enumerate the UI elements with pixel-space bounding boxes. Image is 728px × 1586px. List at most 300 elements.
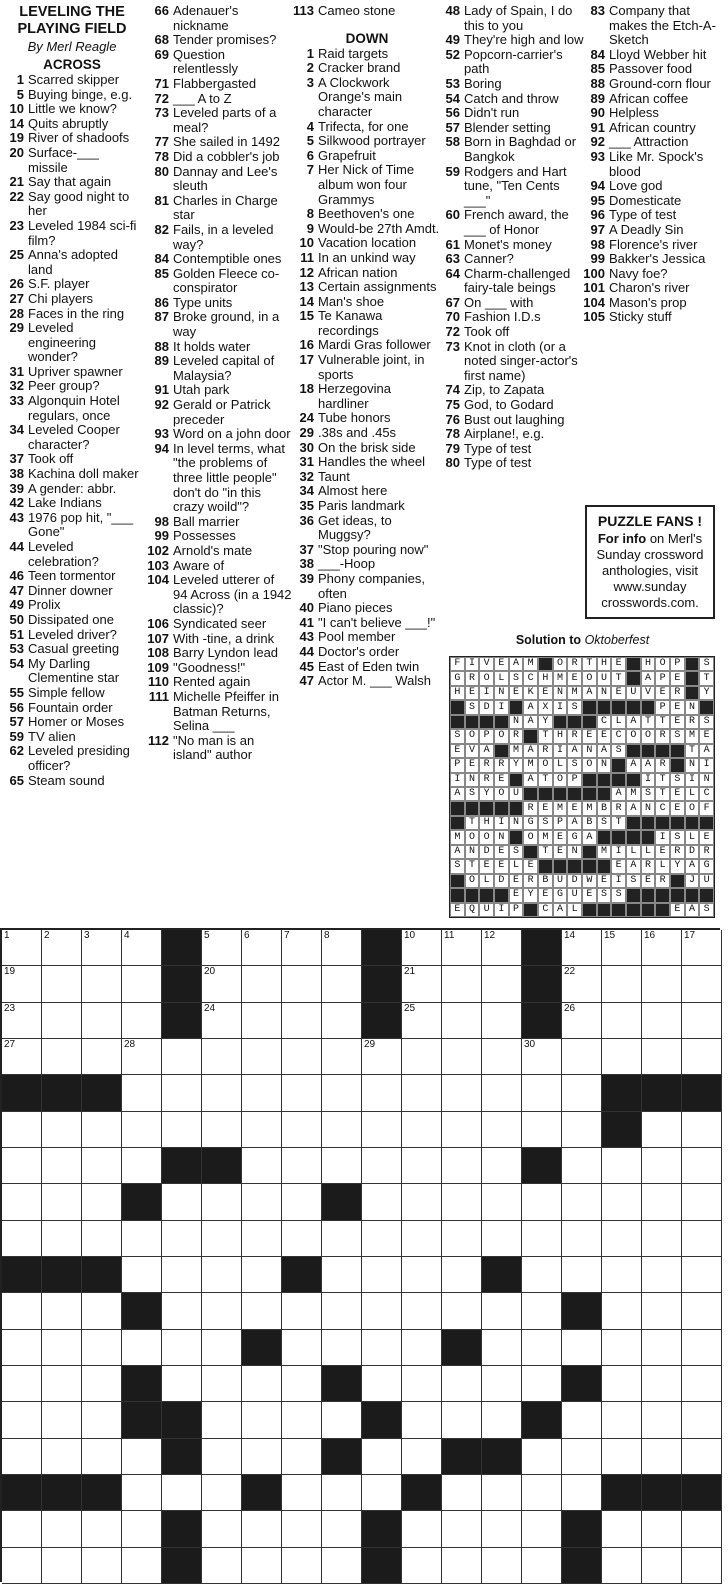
grid-cell[interactable]: [442, 1075, 482, 1111]
clue-item[interactable]: [292, 309, 442, 338]
grid-cell[interactable]: [602, 1148, 642, 1184]
grid-cell[interactable]: [82, 1148, 122, 1184]
grid-cell[interactable]: [322, 1402, 362, 1438]
clue-item[interactable]: [2, 307, 142, 322]
grid-cell[interactable]: [242, 1039, 282, 1075]
grid-cell[interactable]: [82, 1439, 122, 1475]
clue-item[interactable]: [292, 616, 442, 631]
clue-item[interactable]: [2, 730, 142, 745]
grid-cell[interactable]: [402, 930, 442, 966]
grid-cell[interactable]: [122, 1075, 162, 1111]
grid-cell[interactable]: [322, 1257, 362, 1293]
grid-cell[interactable]: [162, 1330, 202, 1366]
grid-cell[interactable]: [682, 1330, 722, 1366]
clue-item[interactable]: [438, 267, 586, 296]
clue-item[interactable]: [292, 120, 442, 135]
clue-item[interactable]: [583, 281, 726, 296]
clue-item[interactable]: [583, 179, 726, 194]
grid-cell[interactable]: [242, 930, 282, 966]
grid-cell[interactable]: [602, 1511, 642, 1547]
grid-cell[interactable]: [282, 1039, 322, 1075]
grid-cell[interactable]: [442, 1293, 482, 1329]
grid-cell[interactable]: [602, 1548, 642, 1584]
grid-cell[interactable]: [602, 1402, 642, 1438]
clue-item[interactable]: [583, 310, 726, 325]
grid-cell[interactable]: [2, 1293, 42, 1329]
grid-cell[interactable]: [322, 1293, 362, 1329]
clue-item[interactable]: [292, 455, 442, 470]
grid-cell[interactable]: [362, 1366, 402, 1402]
clue-item[interactable]: [438, 252, 586, 267]
clue-item[interactable]: [583, 121, 726, 136]
clue-item[interactable]: [292, 630, 442, 645]
grid-cell[interactable]: [282, 930, 322, 966]
clue-item[interactable]: [438, 33, 586, 48]
grid-cell[interactable]: [42, 1039, 82, 1075]
grid-cell[interactable]: [482, 1075, 522, 1111]
grid-cell[interactable]: [482, 1112, 522, 1148]
clue-item[interactable]: [583, 150, 726, 179]
grid-cell[interactable]: [282, 1221, 322, 1257]
grid-cell[interactable]: [202, 1293, 242, 1329]
grid-cell[interactable]: [602, 1439, 642, 1475]
clue-item[interactable]: [2, 379, 142, 394]
clue-item[interactable]: [147, 33, 292, 48]
grid-cell[interactable]: [522, 1184, 562, 1220]
grid-cell[interactable]: [122, 1330, 162, 1366]
grid-cell[interactable]: [162, 1112, 202, 1148]
grid-cell[interactable]: [402, 1112, 442, 1148]
grid-cell[interactable]: [642, 1148, 682, 1184]
clue-item[interactable]: [147, 690, 292, 734]
clue-item[interactable]: [147, 398, 292, 427]
clue-item[interactable]: [147, 632, 292, 647]
clue-item[interactable]: [147, 252, 292, 267]
clue-item[interactable]: [147, 617, 292, 632]
grid-cell[interactable]: [202, 1184, 242, 1220]
grid-cell[interactable]: [242, 1402, 282, 1438]
grid-cell[interactable]: [682, 1366, 722, 1402]
clue-item[interactable]: [147, 4, 292, 33]
clue-item[interactable]: [438, 427, 586, 442]
clue-item[interactable]: [2, 423, 142, 452]
grid-cell[interactable]: [482, 966, 522, 1002]
grid-cell[interactable]: [482, 1548, 522, 1584]
clue-item[interactable]: [2, 175, 142, 190]
grid-cell[interactable]: [42, 1402, 82, 1438]
clue-item[interactable]: [292, 543, 442, 558]
grid-cell[interactable]: [202, 1003, 242, 1039]
grid-cell[interactable]: [482, 1402, 522, 1438]
grid-cell[interactable]: [322, 1039, 362, 1075]
grid-cell[interactable]: [2, 1184, 42, 1220]
clue-item[interactable]: [438, 310, 586, 325]
grid-cell[interactable]: [402, 1257, 442, 1293]
grid-cell[interactable]: [682, 1003, 722, 1039]
grid-cell[interactable]: [482, 930, 522, 966]
grid-cell[interactable]: [82, 1112, 122, 1148]
clue-item[interactable]: [583, 296, 726, 311]
grid-cell[interactable]: [322, 1003, 362, 1039]
grid-cell[interactable]: [82, 1511, 122, 1547]
clue-item[interactable]: [2, 131, 142, 146]
grid-cell[interactable]: [242, 1293, 282, 1329]
grid-cell[interactable]: [42, 1003, 82, 1039]
clue-item[interactable]: [292, 353, 442, 382]
grid-cell[interactable]: [122, 1039, 162, 1075]
grid-cell[interactable]: [322, 1548, 362, 1584]
grid-cell[interactable]: [82, 1548, 122, 1584]
grid-cell[interactable]: [42, 1112, 82, 1148]
clue-item[interactable]: [438, 121, 586, 136]
grid-cell[interactable]: [82, 1221, 122, 1257]
grid-cell[interactable]: [442, 1511, 482, 1547]
clue-item[interactable]: [292, 236, 442, 251]
grid-cell[interactable]: [682, 1112, 722, 1148]
grid-cell[interactable]: [642, 1402, 682, 1438]
grid-cell[interactable]: [2, 1112, 42, 1148]
grid-cell[interactable]: [442, 1402, 482, 1438]
clue-item[interactable]: [2, 744, 142, 773]
grid-cell[interactable]: [202, 1221, 242, 1257]
clue-item[interactable]: [147, 354, 292, 383]
clue-item[interactable]: [147, 194, 292, 223]
grid-cell[interactable]: [602, 1366, 642, 1402]
grid-cell[interactable]: [2, 1221, 42, 1257]
grid-cell[interactable]: [402, 966, 442, 1002]
grid-cell[interactable]: [482, 1293, 522, 1329]
grid-cell[interactable]: [522, 1112, 562, 1148]
grid-cell[interactable]: [482, 1184, 522, 1220]
clue-item[interactable]: [2, 584, 142, 599]
grid-cell[interactable]: [122, 1221, 162, 1257]
crossword-grid[interactable]: [0, 928, 720, 1582]
clue-item[interactable]: [2, 715, 142, 730]
grid-cell[interactable]: [242, 1366, 282, 1402]
grid-cell[interactable]: [282, 1330, 322, 1366]
grid-cell[interactable]: [162, 1293, 202, 1329]
grid-cell[interactable]: [202, 1075, 242, 1111]
grid-cell[interactable]: [642, 1548, 682, 1584]
grid-cell[interactable]: [2, 1366, 42, 1402]
clue-item[interactable]: [2, 452, 142, 467]
clue-item[interactable]: [2, 511, 142, 540]
clue-item[interactable]: [147, 515, 292, 530]
clue-item[interactable]: [438, 383, 586, 398]
grid-cell[interactable]: [602, 1330, 642, 1366]
grid-cell[interactable]: [442, 966, 482, 1002]
grid-cell[interactable]: [482, 1330, 522, 1366]
clue-item[interactable]: [147, 106, 292, 135]
grid-cell[interactable]: [282, 966, 322, 1002]
clue-item[interactable]: [583, 77, 726, 92]
clue-item[interactable]: [2, 321, 142, 365]
grid-cell[interactable]: [362, 1330, 402, 1366]
clue-item[interactable]: [438, 442, 586, 457]
grid-cell[interactable]: [682, 1184, 722, 1220]
grid-cell[interactable]: [562, 966, 602, 1002]
clue-item[interactable]: [438, 77, 586, 92]
clue-item[interactable]: [438, 48, 586, 77]
grid-cell[interactable]: [242, 966, 282, 1002]
grid-cell[interactable]: [402, 1075, 442, 1111]
clue-item[interactable]: [147, 267, 292, 296]
clue-item[interactable]: [292, 572, 442, 601]
grid-cell[interactable]: [322, 1221, 362, 1257]
clue-item[interactable]: [438, 238, 586, 253]
clue-item[interactable]: [147, 383, 292, 398]
grid-cell[interactable]: [402, 1511, 442, 1547]
clue-item[interactable]: [292, 280, 442, 295]
grid-cell[interactable]: [682, 1402, 722, 1438]
grid-cell[interactable]: [42, 1330, 82, 1366]
grid-cell[interactable]: [602, 930, 642, 966]
clue-item[interactable]: [2, 365, 142, 380]
grid-cell[interactable]: [122, 930, 162, 966]
grid-cell[interactable]: [442, 1366, 482, 1402]
grid-cell[interactable]: [242, 1439, 282, 1475]
clue-item[interactable]: [147, 442, 292, 515]
clue-item[interactable]: [292, 499, 442, 514]
grid-cell[interactable]: [522, 1075, 562, 1111]
grid-cell[interactable]: [362, 1475, 402, 1511]
grid-cell[interactable]: [362, 1039, 402, 1075]
grid-cell[interactable]: [602, 1221, 642, 1257]
clue-item[interactable]: [2, 628, 142, 643]
grid-cell[interactable]: [362, 1148, 402, 1184]
clue-item[interactable]: [2, 248, 142, 277]
grid-cell[interactable]: [202, 1112, 242, 1148]
clue-item[interactable]: [2, 88, 142, 103]
clue-item[interactable]: [583, 62, 726, 77]
grid-cell[interactable]: [322, 1475, 362, 1511]
grid-cell[interactable]: [162, 1221, 202, 1257]
grid-cell[interactable]: [2, 1330, 42, 1366]
grid-cell[interactable]: [242, 1511, 282, 1547]
grid-cell[interactable]: [362, 1184, 402, 1220]
grid-cell[interactable]: [242, 1148, 282, 1184]
grid-cell[interactable]: [202, 930, 242, 966]
clue-item[interactable]: [147, 661, 292, 676]
clue-item[interactable]: [2, 73, 142, 88]
grid-cell[interactable]: [202, 1039, 242, 1075]
grid-cell[interactable]: [122, 1148, 162, 1184]
clue-item[interactable]: [292, 470, 442, 485]
grid-cell[interactable]: [42, 1366, 82, 1402]
clue-item[interactable]: [147, 92, 292, 107]
grid-cell[interactable]: [322, 1511, 362, 1547]
clue-item[interactable]: [583, 4, 726, 48]
grid-cell[interactable]: [2, 1402, 42, 1438]
clue-item[interactable]: [2, 219, 142, 248]
grid-cell[interactable]: [162, 1475, 202, 1511]
grid-cell[interactable]: [562, 1475, 602, 1511]
grid-cell[interactable]: [402, 1439, 442, 1475]
grid-cell[interactable]: [522, 1548, 562, 1584]
clue-item[interactable]: [2, 190, 142, 219]
grid-cell[interactable]: [402, 1039, 442, 1075]
clue-item[interactable]: [438, 106, 586, 121]
grid-cell[interactable]: [682, 930, 722, 966]
grid-cell[interactable]: [322, 1330, 362, 1366]
clue-item[interactable]: [292, 411, 442, 426]
clue-item[interactable]: [292, 426, 442, 441]
clue-item[interactable]: [2, 394, 142, 423]
clue-item[interactable]: [2, 569, 142, 584]
clue-item[interactable]: [583, 106, 726, 121]
grid-cell[interactable]: [442, 1475, 482, 1511]
clue-item[interactable]: [292, 76, 442, 120]
grid-cell[interactable]: [402, 1293, 442, 1329]
clue-item[interactable]: [2, 540, 142, 569]
grid-cell[interactable]: [482, 1475, 522, 1511]
grid-cell[interactable]: [362, 1293, 402, 1329]
clue-item[interactable]: [583, 267, 726, 282]
grid-cell[interactable]: [282, 1439, 322, 1475]
clue-item[interactable]: [2, 277, 142, 292]
grid-cell[interactable]: [482, 1003, 522, 1039]
grid-cell[interactable]: [642, 1330, 682, 1366]
grid-cell[interactable]: [242, 1112, 282, 1148]
grid-cell[interactable]: [282, 1293, 322, 1329]
grid-cell[interactable]: [122, 1439, 162, 1475]
grid-cell[interactable]: [642, 1221, 682, 1257]
grid-cell[interactable]: [442, 1548, 482, 1584]
clue-item[interactable]: [2, 642, 142, 657]
grid-cell[interactable]: [442, 1148, 482, 1184]
grid-cell[interactable]: [242, 1548, 282, 1584]
grid-cell[interactable]: [362, 1439, 402, 1475]
clue-item[interactable]: [438, 92, 586, 107]
grid-cell[interactable]: [522, 1330, 562, 1366]
grid-cell[interactable]: [2, 1439, 42, 1475]
grid-cell[interactable]: [362, 1221, 402, 1257]
clue-item[interactable]: [292, 149, 442, 164]
grid-cell[interactable]: [442, 1003, 482, 1039]
clue-item[interactable]: [438, 4, 586, 33]
clue-item[interactable]: [438, 296, 586, 311]
grid-cell[interactable]: [202, 1257, 242, 1293]
grid-cell[interactable]: [122, 966, 162, 1002]
grid-cell[interactable]: [202, 1366, 242, 1402]
grid-cell[interactable]: [482, 1221, 522, 1257]
grid-cell[interactable]: [202, 966, 242, 1002]
grid-cell[interactable]: [282, 1184, 322, 1220]
grid-cell[interactable]: [522, 1257, 562, 1293]
clue-item[interactable]: [2, 657, 142, 686]
grid-cell[interactable]: [162, 1184, 202, 1220]
grid-cell[interactable]: [602, 1039, 642, 1075]
grid-cell[interactable]: [522, 1293, 562, 1329]
grid-cell[interactable]: [322, 930, 362, 966]
clue-item[interactable]: [2, 482, 142, 497]
grid-cell[interactable]: [362, 1075, 402, 1111]
grid-cell[interactable]: [2, 966, 42, 1002]
grid-cell[interactable]: [642, 1439, 682, 1475]
grid-cell[interactable]: [42, 1148, 82, 1184]
grid-cell[interactable]: [642, 1184, 682, 1220]
grid-cell[interactable]: [2, 1039, 42, 1075]
grid-cell[interactable]: [482, 1148, 522, 1184]
clue-item[interactable]: [438, 456, 586, 471]
clue-item[interactable]: [292, 134, 442, 149]
grid-cell[interactable]: [682, 1221, 722, 1257]
grid-cell[interactable]: [42, 966, 82, 1002]
clue-item[interactable]: [438, 413, 586, 428]
clue-item[interactable]: [292, 338, 442, 353]
grid-cell[interactable]: [442, 1257, 482, 1293]
clue-item[interactable]: [292, 441, 442, 456]
grid-cell[interactable]: [282, 1475, 322, 1511]
clue-item[interactable]: [583, 238, 726, 253]
clue-item[interactable]: [2, 701, 142, 716]
clue-item[interactable]: [292, 645, 442, 660]
clue-item[interactable]: [292, 4, 442, 19]
clue-item[interactable]: [292, 163, 442, 207]
grid-cell[interactable]: [562, 1330, 602, 1366]
clue-item[interactable]: [438, 165, 586, 209]
grid-cell[interactable]: [402, 1221, 442, 1257]
grid-cell[interactable]: [442, 930, 482, 966]
clue-item[interactable]: [292, 61, 442, 76]
grid-cell[interactable]: [2, 1003, 42, 1039]
clue-item[interactable]: [147, 296, 292, 311]
grid-cell[interactable]: [522, 1366, 562, 1402]
clue-item[interactable]: [583, 223, 726, 238]
grid-cell[interactable]: [402, 1548, 442, 1584]
grid-cell[interactable]: [122, 1548, 162, 1584]
clue-item[interactable]: [2, 146, 142, 175]
grid-cell[interactable]: [242, 1003, 282, 1039]
clue-item[interactable]: [292, 484, 442, 499]
grid-cell[interactable]: [482, 1039, 522, 1075]
grid-cell[interactable]: [42, 1184, 82, 1220]
grid-cell[interactable]: [682, 1439, 722, 1475]
clue-item[interactable]: [583, 92, 726, 107]
grid-cell[interactable]: [442, 1039, 482, 1075]
clue-item[interactable]: [292, 660, 442, 675]
grid-cell[interactable]: [242, 1184, 282, 1220]
grid-cell[interactable]: [682, 1257, 722, 1293]
grid-cell[interactable]: [682, 1511, 722, 1547]
grid-cell[interactable]: [282, 1075, 322, 1111]
grid-cell[interactable]: [202, 1402, 242, 1438]
grid-cell[interactable]: [522, 1511, 562, 1547]
grid-cell[interactable]: [82, 966, 122, 1002]
clue-item[interactable]: [438, 398, 586, 413]
clue-item[interactable]: [147, 165, 292, 194]
clue-item[interactable]: [2, 598, 142, 613]
grid-cell[interactable]: [202, 1548, 242, 1584]
clue-item[interactable]: [147, 734, 292, 763]
clue-item[interactable]: [583, 194, 726, 209]
grid-cell[interactable]: [282, 1548, 322, 1584]
grid-cell[interactable]: [402, 1402, 442, 1438]
clue-item[interactable]: [292, 674, 442, 689]
grid-cell[interactable]: [122, 1003, 162, 1039]
grid-cell[interactable]: [202, 1475, 242, 1511]
grid-cell[interactable]: [122, 1475, 162, 1511]
clue-item[interactable]: [292, 222, 442, 237]
grid-cell[interactable]: [642, 1511, 682, 1547]
grid-cell[interactable]: [402, 1184, 442, 1220]
clue-item[interactable]: [292, 514, 442, 543]
grid-cell[interactable]: [642, 1257, 682, 1293]
grid-cell[interactable]: [402, 1366, 442, 1402]
clue-item[interactable]: [147, 573, 292, 617]
grid-cell[interactable]: [322, 966, 362, 1002]
grid-cell[interactable]: [282, 1366, 322, 1402]
